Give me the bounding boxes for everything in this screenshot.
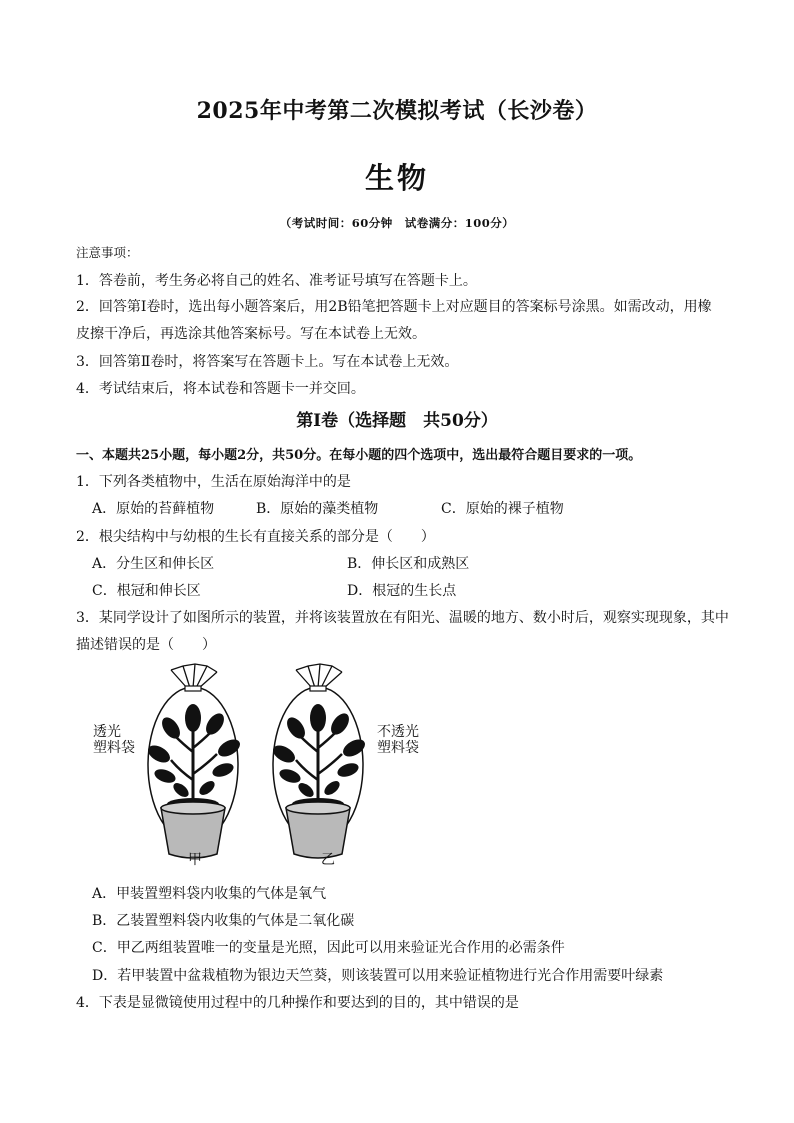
question-1-stem: 1．下列各类植物中，生活在原始海洋中的是 bbox=[76, 474, 351, 490]
notice-item: 2．回答第Ⅰ卷时，选出每小题答案后，用2B铅笔把答题卡上对应题目的答案标号涂黑。如需改动，用橡 bbox=[76, 299, 712, 315]
experiment-figure bbox=[88, 660, 448, 875]
section-title: 第Ⅰ卷（选择题 共50分） bbox=[296, 411, 498, 431]
question-3-option-c: C．甲乙两组装置唯一的变量是光照，因此可以用来验证光合作用的必需条件 bbox=[92, 940, 565, 956]
question-3-option-a: A．甲装置塑料袋内收集的气体是氧气 bbox=[92, 886, 327, 902]
question-2-stem: 2．根尖结构中与幼根的生长有直接关系的部分是（ ） bbox=[76, 529, 435, 545]
notice-heading: 注意事项： bbox=[76, 245, 139, 260]
left-bag bbox=[145, 664, 243, 858]
section-description: 一、本题共25小题，每小题2分，共50分。在每小题的四个选项中，选出最符合题目要求的一项。 bbox=[76, 448, 642, 463]
left-caption: 甲 bbox=[188, 852, 202, 868]
bag-apparatus-illustration bbox=[88, 660, 448, 875]
question-3-option-d: D．若甲装置中盆栽植物为银边天竺葵，则该装置可以用来验证植物进行光合作用需要叶绿素 bbox=[92, 968, 664, 984]
left-bag-label: 透光 塑料袋 bbox=[93, 724, 135, 756]
question-2-option-a: A．分生区和伸长区 bbox=[92, 556, 215, 572]
question-3-stem-line: 3．某同学设计了如图所示的装置，并将该装置放在有阳光、温暖的地方、数小时后，观察实现现象，其中 bbox=[76, 610, 729, 626]
question-1-option-a: A．原始的苔藓植物 bbox=[92, 501, 215, 517]
question-2-option-b: B．伸长区和成熟区 bbox=[347, 556, 470, 572]
question-3-stem-line: 描述错误的是（ ） bbox=[76, 637, 216, 653]
right-bag bbox=[270, 664, 368, 858]
notice-item: 3．回答第Ⅱ卷时，将答案写在答题卡上。写在本试卷上无效。 bbox=[76, 354, 459, 370]
question-2-option-c: C．根冠和伸长区 bbox=[92, 583, 201, 599]
question-2-option-d: D．根冠的生长点 bbox=[347, 583, 457, 599]
right-bag-label: 不透光 塑料袋 bbox=[377, 724, 419, 756]
question-1-option-c: C．原始的裸子植物 bbox=[441, 501, 564, 517]
exam-info: （考试时间：60分钟 试卷满分：100分） bbox=[279, 216, 515, 230]
right-caption: 乙 bbox=[321, 852, 335, 868]
notice-item: 4．考试结束后，将本试卷和答题卡一并交回。 bbox=[76, 381, 365, 397]
notice-item: 1．答卷前，考生务必将自己的姓名、准考证号填写在答题卡上。 bbox=[76, 273, 477, 289]
exam-title: 2025年中考第二次模拟考试（长沙卷） bbox=[196, 98, 598, 124]
question-1-option-b: B．原始的藻类植物 bbox=[256, 501, 379, 517]
notice-item: 皮擦干净后，再选涂其他答案标号。写在本试卷上无效。 bbox=[76, 326, 426, 342]
subject-title: 生物 bbox=[364, 161, 429, 195]
question-3-option-b: B．乙装置塑料袋内收集的气体是二氧化碳 bbox=[92, 913, 355, 929]
question-4-stem: 4．下表是显微镜使用过程中的几种操作和要达到的目的，其中错误的是 bbox=[76, 995, 519, 1011]
